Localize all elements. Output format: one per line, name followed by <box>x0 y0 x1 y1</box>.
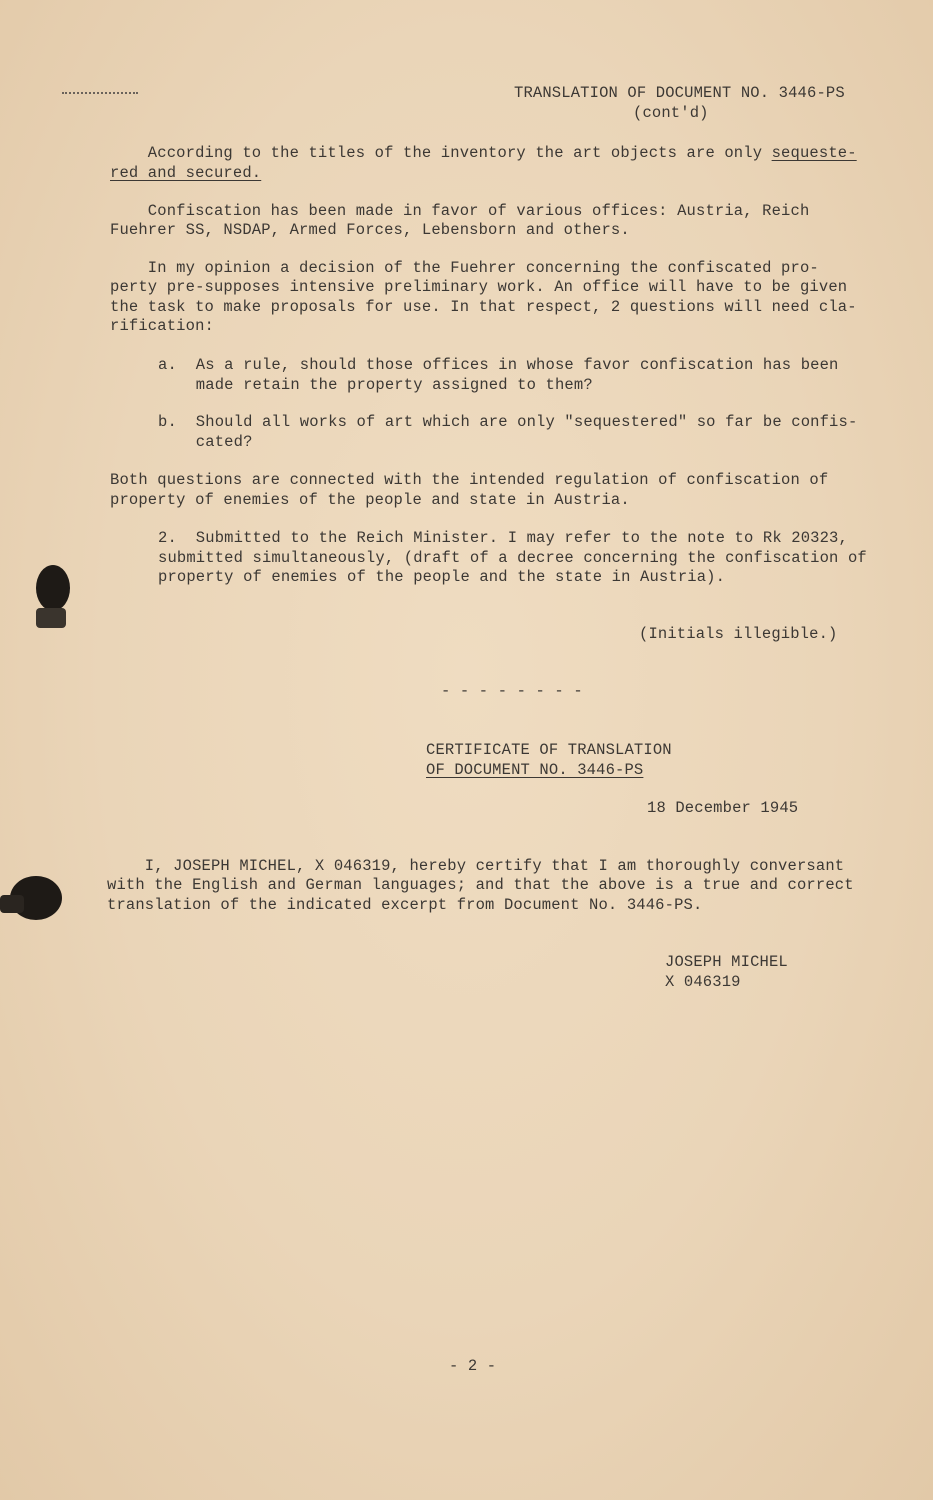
signature-name: JOSEPH MICHEL <box>665 953 788 971</box>
document-title: TRANSLATION OF DOCUMENT NO. 3446-PS <box>514 84 845 102</box>
paragraph-5-line-2: submitted simultaneously, (draft of a decree concerning the confiscation of <box>158 549 867 567</box>
section-separator: - - - - - - - - <box>441 682 583 700</box>
punch-hole-bottom-tail <box>0 895 24 913</box>
paragraph-3-line-4: rification: <box>110 317 214 335</box>
certificate-title-line-1: CERTIFICATE OF TRANSLATION <box>426 741 672 759</box>
punch-hole-top-tail <box>36 608 66 628</box>
paragraph-3-line-2: perty pre-supposes intensive preliminary work. An office will have to be given <box>110 278 848 296</box>
paragraph-3-line-1: In my opinion a decision of the Fuehrer concerning the confiscated pro- <box>110 259 819 277</box>
certificate-title-line-2: OF DOCUMENT NO. 3446-PS <box>426 761 644 779</box>
question-a-line-1: a. As a rule, should those offices in whose favor confiscation has been <box>158 356 839 374</box>
certificate-body-line-2: with the English and German languages; and that the above is a true and correct <box>107 876 854 894</box>
punch-hole-top <box>36 565 70 611</box>
signature-id: X 046319 <box>665 973 741 991</box>
certificate-body-line-3: translation of the indicated excerpt from Document No. 3446-PS. <box>107 896 703 914</box>
staple-mark <box>62 92 138 102</box>
initials-note: (Initials illegible.) <box>639 625 838 643</box>
question-a-line-2: made retain the property assigned to them? <box>158 376 593 394</box>
question-b-line-1: b. Should all works of art which are only "sequestered" so far be confis- <box>158 413 858 431</box>
certificate-body-line-1: I, JOSEPH MICHEL, X 046319, hereby certify that I am thoroughly conversant <box>107 857 845 875</box>
paragraph-5-line-3: property of enemies of the people and the state in Austria). <box>158 568 726 586</box>
paragraph-5-line-1: 2. Submitted to the Reich Minister. I may refer to the note to Rk 20323, <box>158 529 848 547</box>
paragraph-4-line-2: property of enemies of the people and state in Austria. <box>110 491 630 509</box>
certificate-date: 18 December 1945 <box>647 799 799 817</box>
paragraph-1-line-1 <box>110 144 857 164</box>
paragraph-1-underlined: sequeste- <box>771 144 857 162</box>
paragraph-4-line-1: Both questions are connected with the intended regulation of confiscation of <box>110 471 829 489</box>
paragraph-1-text: According to the titles of the inventory the art objects are only <box>110 144 772 162</box>
document-title-contd: (cont'd) <box>633 104 709 122</box>
paragraph-1-line-2: red and secured. <box>110 164 262 182</box>
paragraph-2-line-1: Confiscation has been made in favor of various offices: Austria, Reich <box>110 202 810 220</box>
page-number: - 2 - <box>449 1357 497 1375</box>
paragraph-3-line-3: the task to make proposals for use. In that respect, 2 questions will need cla- <box>110 298 857 316</box>
paragraph-2-line-2: Fuehrer SS, NSDAP, Armed Forces, Lebensborn and others. <box>110 221 630 239</box>
question-b-line-2: cated? <box>158 433 253 451</box>
